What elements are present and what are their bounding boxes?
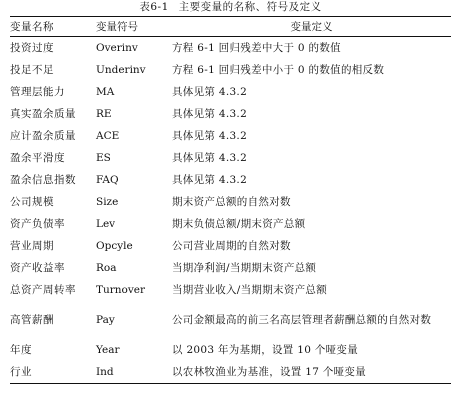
variable-definition: 期末负债总额/期末资产总额 (172, 218, 306, 230)
variable-symbol: MA (96, 86, 115, 98)
table-row (10, 361, 451, 384)
variable-symbol: Lev (96, 218, 116, 230)
table-row (10, 213, 451, 235)
variable-definition: 以农林牧渔业为基准，设置 17 个哑变量 (172, 366, 367, 378)
table-row (10, 37, 451, 60)
variable-definition: 期末资产总额的自然对数 (172, 196, 291, 208)
variable-name: 盈余信息指数 (10, 174, 76, 186)
variable-name: 高管薪酬 (10, 314, 54, 326)
table-title: 主要变量的名称、符号及定义 (178, 1, 322, 13)
variable-name: 真实盈余质量 (10, 108, 76, 120)
table-row (10, 59, 451, 81)
variable-definition: 方程 6-1 回归残差中小于 0 的数值的相反数 (172, 64, 385, 76)
variable-definition: 具体见第 4.3.2 (172, 130, 248, 142)
variable-definition: 当期净利润/当期期末资产总额 (172, 262, 317, 274)
variable-definition: 具体见第 4.3.2 (172, 174, 248, 186)
variable-name: 应计盈余质量 (10, 130, 76, 142)
variable-symbol: ACE (96, 130, 120, 142)
variable-definition: 具体见第 4.3.2 (172, 152, 248, 164)
variable-name: 盈余平滑度 (10, 152, 65, 164)
variable-name: 营业周期 (10, 240, 54, 252)
table-row (10, 81, 451, 103)
table-row (10, 301, 451, 339)
table-row (10, 279, 451, 301)
header-variable-name: 变量名称 (10, 21, 54, 33)
variable-symbol: Roa (96, 262, 117, 274)
table-row (10, 339, 451, 361)
header-variable-symbol: 变量符号 (96, 21, 138, 33)
variable-definition: 方程 6-1 回归残差中大于 0 的数值 (172, 42, 341, 54)
variable-definition: 以 2003 年为基期，设置 10 个哑变量 (172, 344, 359, 356)
variable-symbol: Pay (96, 314, 115, 326)
table-row (10, 191, 451, 213)
table-row (10, 235, 451, 257)
variable-definition: 具体见第 4.3.2 (172, 86, 248, 98)
variable-symbol: Turnover (96, 284, 146, 296)
table-row (10, 147, 451, 169)
variable-symbol: RE (96, 108, 112, 120)
variable-symbol: FAQ (96, 174, 119, 186)
variable-definition: 具体见第 4.3.2 (172, 108, 248, 120)
variable-symbol: Size (96, 196, 119, 208)
header-variable-definition: 变量定义 (290, 21, 333, 33)
variable-definition: 当期营业收入/当期期末资产总额 (172, 284, 328, 296)
table-row (10, 169, 451, 191)
variable-symbol: Overinv (96, 42, 138, 54)
table-row (10, 125, 451, 147)
variable-name: 投资过度 (10, 42, 54, 54)
variable-symbol: ES (96, 152, 111, 164)
variable-name: 资产收益率 (10, 262, 65, 274)
table-row (10, 257, 451, 279)
variable-definition: 公司金额最高的前三名高层管理者薪酬总额的自然对数 (172, 313, 432, 326)
variable-name: 公司规模 (10, 196, 54, 208)
table-header-row (10, 17, 451, 37)
table-row (10, 103, 451, 125)
variable-name: 资产负债率 (10, 218, 65, 230)
variable-name: 管理层能力 (10, 86, 65, 98)
variable-symbol: Ind (96, 366, 114, 378)
variable-definition-table (10, 16, 451, 384)
variable-name: 年度 (10, 344, 32, 356)
table-number: 表6-1 (139, 1, 169, 13)
variable-symbol: Underinv (96, 64, 146, 76)
variable-symbol: Opcyle (96, 240, 133, 252)
variable-symbol: Year (96, 344, 120, 356)
variable-name: 总资产周转率 (10, 284, 76, 296)
variable-name: 投足不足 (10, 64, 54, 76)
table-caption (0, 0, 461, 14)
variable-name: 行业 (10, 366, 32, 378)
variable-definition: 公司营业周期的自然对数 (172, 240, 291, 252)
